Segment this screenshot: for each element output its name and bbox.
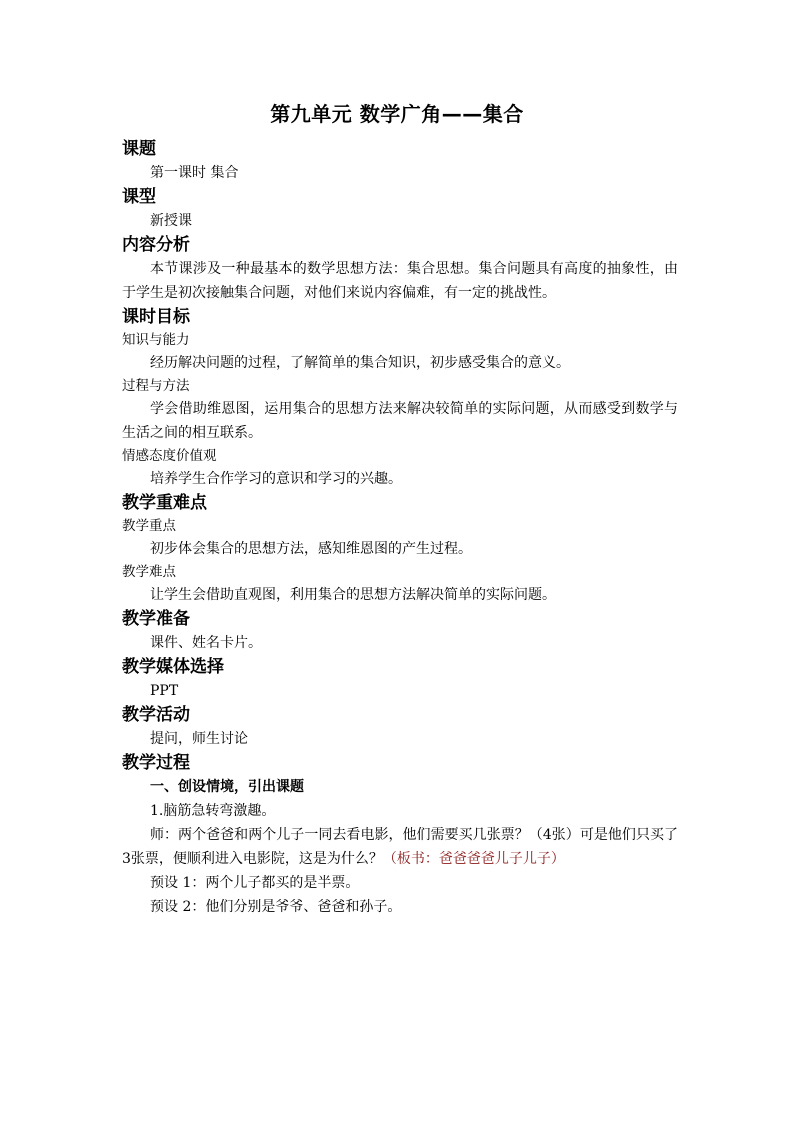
item-1: 1.脑筋急转弯激趣。 xyxy=(150,803,276,819)
nandian-text: 让学生会借助直观图，利用集合的思想方法解决简单的实际问题。 xyxy=(150,587,556,603)
heading-zhongnan: 教学重难点 xyxy=(122,493,207,513)
heading-huodong: 教学活动 xyxy=(122,705,190,725)
huodong-text: 提问，师生讨论 xyxy=(150,731,248,747)
teacher-text: 师：两个爸爸和两个儿子一同去看电影，他们需要买几张票？（4张）可是他们只买了 3张票，便顺利进入电影院，这是为什么？ xyxy=(122,827,678,867)
heading-kexing: 课型 xyxy=(122,187,156,207)
label-guocheng: 过程与方法 xyxy=(122,378,190,394)
zhishi-text: 经历解决问题的过程，了解简单的集合知识，初步感受集合的意义。 xyxy=(150,355,570,371)
teacher-paragraph xyxy=(122,823,678,871)
document-title: 第九单元 数学广角——集合 xyxy=(270,102,524,126)
label-nandian: 教学难点 xyxy=(122,564,176,580)
meiti-text: PPT xyxy=(150,683,179,699)
label-zhongdian: 教学重点 xyxy=(122,518,176,534)
neirong-text: 本节课涉及一种最基本的数学思想方法：集合思想。集合问题具有高度的抽象性，由于学生是初次接触集合问题，对他们来说内容偏难，有一定的挑战性。 xyxy=(122,261,678,301)
label-qinggan: 情感态度价值观 xyxy=(122,448,217,464)
yushe-1: 预设 1：两个儿子都买的是半票。 xyxy=(150,875,360,891)
section-heading-1: 一、创设情境，引出课题 xyxy=(150,779,304,795)
heading-mubiao: 课时目标 xyxy=(122,307,190,327)
board-note: （板书：爸爸爸爸儿子儿子） xyxy=(382,851,565,867)
zhunbei-text: 课件、姓名卡片。 xyxy=(150,635,262,651)
heading-meiti: 教学媒体选择 xyxy=(122,657,224,677)
kexing-text: 新授课 xyxy=(150,213,192,229)
heading-zhunbei: 教学准备 xyxy=(122,609,190,629)
heading-guocheng: 教学过程 xyxy=(122,753,190,773)
qinggan-text: 培养学生合作学习的意识和学习的兴趣。 xyxy=(150,471,402,487)
guocheng-text: 学会借助维恩图，运用集合的思想方法来解决较简单的实际问题，从而感受到数学与生活之间的相互联系。 xyxy=(122,401,678,441)
label-zhishi: 知识与能力 xyxy=(122,332,190,348)
document-body xyxy=(122,137,678,919)
heading-keti: 课题 xyxy=(122,139,156,159)
heading-neirong: 内容分析 xyxy=(122,235,190,255)
keti-text: 第一课时 集合 xyxy=(150,165,239,181)
yushe-2: 预设 2：他们分别是爷爷、爸爸和孙子。 xyxy=(150,899,402,915)
zhongdian-text: 初步体会集合的思想方法，感知维恩图的产生过程。 xyxy=(150,541,472,557)
